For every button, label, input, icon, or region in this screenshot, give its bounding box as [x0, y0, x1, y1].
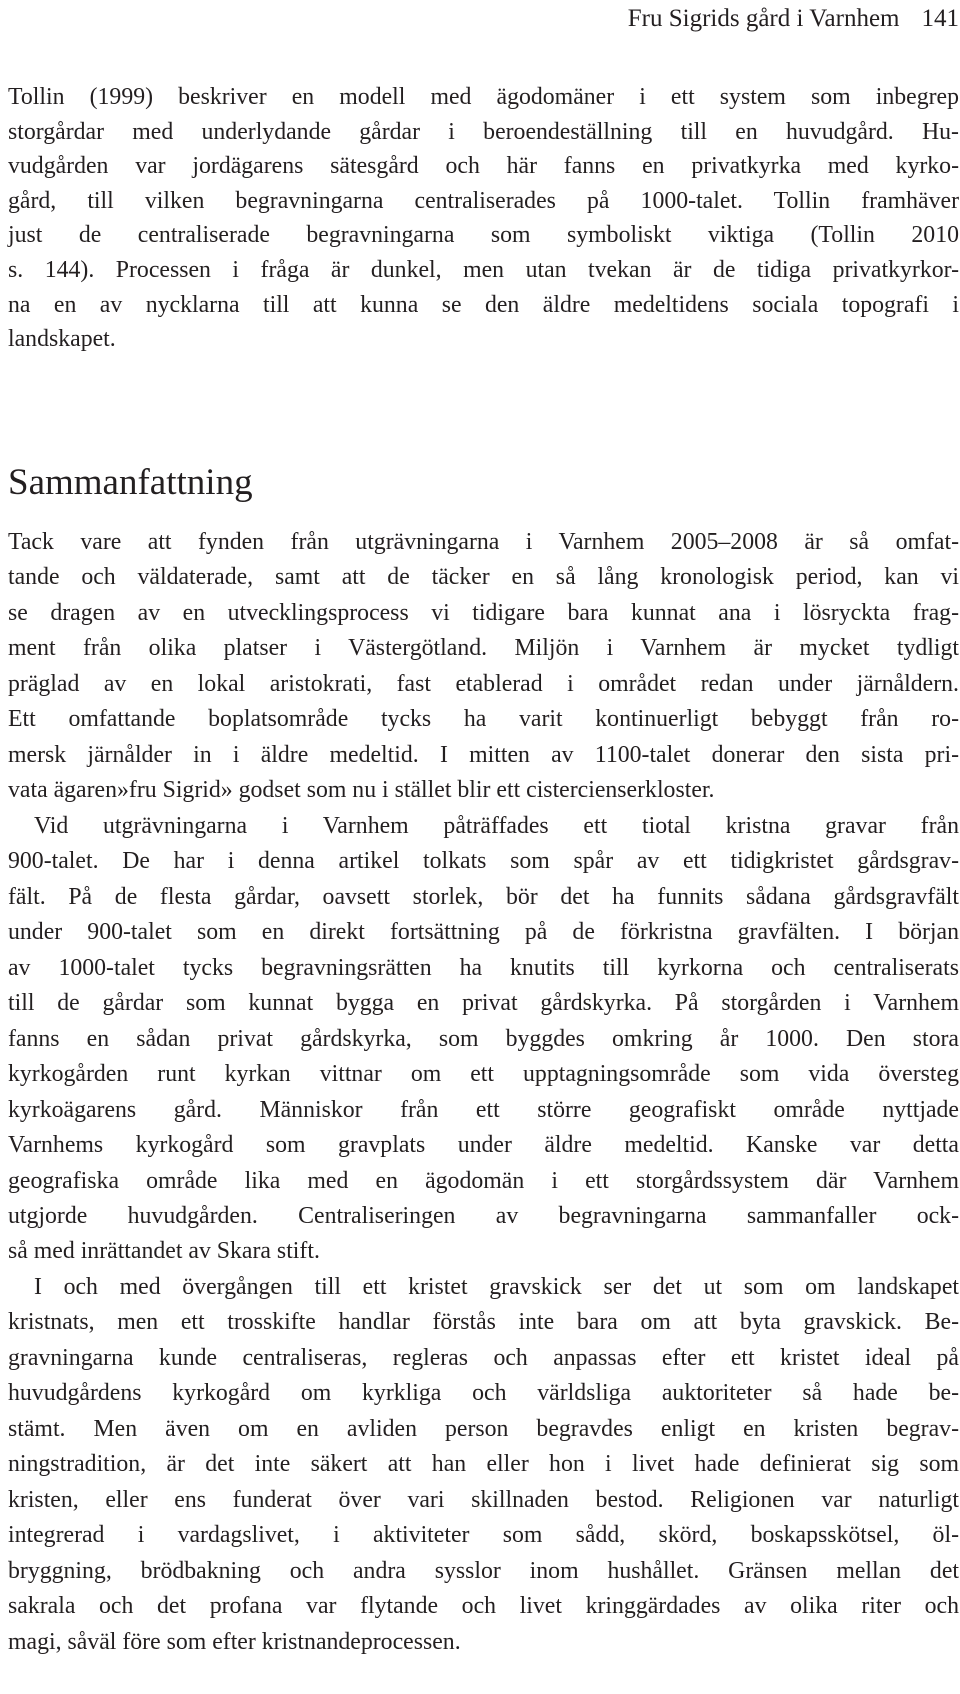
text-line: kristnats, men ett trosskifte handlar förstås inte bara om att byta gravskick. Be- [8, 1309, 959, 1336]
summary-paragraph [8, 1270, 959, 1660]
text-line: I och med övergången till ett kristet gravskick ser det ut som om landskapet [34, 1274, 959, 1300]
text-line: utgjorde huvudgården. Centraliseringen av begravningarna sammanfaller ock- [8, 1202, 959, 1229]
text-line: av 1000-talet tycks begravningsrätten ha knutits till kyrkorna och centraliserats [8, 954, 959, 981]
section-heading: Sammanfattning [8, 462, 253, 503]
text-line: gård, till vilken begravningarna centraliserades på 1000-talet. Tollin framhäver [8, 187, 959, 214]
text-line: tande och väldaterade, samt att de täcker en så lång kronologisk period, kan vi [8, 564, 959, 591]
text-line: just de centraliserade begravningarna som symboliskt viktiga (Tollin 2010 [8, 222, 959, 249]
text-line: kyrkoägarens gård. Människor från ett större geografiskt område nyttjade [8, 1096, 959, 1123]
text-line: ment från olika platser i Västergötland. Miljön i Varnhem är mycket tydligt [8, 635, 959, 662]
text-line: präglad av en lokal aristokrati, fast etablerad i området redan under järnåldern. [8, 670, 959, 697]
text-line: storgårdar med underlydande gårdar i beroendeställning till en huvudgård. Hu- [8, 118, 959, 145]
intro-paragraph [8, 80, 959, 357]
text-line: Tack vare att fynden från utgrävningarna i Varnhem 2005–2008 är så omfat- [8, 529, 959, 555]
page-number: 141 [921, 5, 959, 32]
text-line: ningstradition, är det inte säkert att han eller hon i livet hade definierat sig som [8, 1451, 959, 1478]
text-line: 900-talet. De har i denna artikel tolkats som spår av ett tidigkristet gårdsgrav- [8, 848, 959, 875]
text-line: sakrala och det profana var flytande och livet kringgärdades av olika riter och [8, 1593, 959, 1620]
text-line: na en av nycklarna till att kunna se den äldre medeltidens sociala topografi i [8, 291, 959, 318]
text-line: stämt. Men även om en avliden person begravdes enligt en kristen begrav- [8, 1415, 959, 1442]
text-line: Ett omfattande boplatsområde tycks ha varit kontinuerligt bebyggt från ro- [8, 706, 959, 733]
text-line: Varnhems kyrkogård som gravplats under äldre medeltid. Kanske var detta [8, 1132, 959, 1159]
text-line: under 900-talet som en direkt fortsättning på de förkristna gravfälten. I början [8, 919, 959, 946]
summary-paragraph [8, 525, 959, 809]
text-line: huvudgårdens kyrkogård om kyrkliga och världsliga auktoriteter så hade be- [8, 1380, 959, 1407]
text-line: integrerad i vardagslivet, i aktiviteter som sådd, skörd, boskapsskötsel, öl- [8, 1522, 959, 1549]
text-line: till de gårdar som kunnat bygga en privat gårdskyrka. På storgården i Varnhem [8, 990, 959, 1017]
text-line: bryggning, brödbakning och andra sysslor inom hushållet. Gränsen mellan det [8, 1557, 959, 1584]
summary-paragraph [8, 809, 959, 1270]
document-page [8, 0, 959, 1694]
text-line: se dragen av en utvecklingsprocess vi tidigare bara kunnat ana i lösryckta frag- [8, 599, 959, 626]
running-title: Fru Sigrids gård i Varnhem [627, 5, 900, 32]
text-line: vata ägaren»fru Sigrid» godset som nu i stället blir ett cistercienserkloster. [8, 777, 715, 804]
text-line: s. 144). Processen i fråga är dunkel, men utan tvekan är de tidiga privatkyrkor- [8, 256, 959, 283]
text-line: kyrkogården runt kyrkan vittnar om ett upptagningsområde som vida översteg [8, 1061, 959, 1088]
text-line: mersk järnålder in i äldre medeltid. I mitten av 1100-talet donerar den sista pri- [8, 741, 959, 768]
text-line: Tollin (1999) beskriver en modell med ägodomäner i ett system som inbegrep [8, 84, 959, 110]
text-line: Vid utgrävningarna i Varnhem påträffades ett tiotal kristna gravar från [34, 813, 959, 839]
running-header [628, 4, 959, 34]
text-line: geografiska område lika med en ägodomän i ett storgårdssystem där Varnhem [8, 1167, 959, 1194]
text-line: så med inrättandet av Skara stift. [8, 1238, 320, 1265]
text-line: fanns en sådan privat gårdskyrka, som byggdes omkring år 1000. Den stora [8, 1025, 959, 1052]
text-line: fält. På de flesta gårdar, oavsett storlek, bör det ha funnits sådana gårdsgravfält [8, 883, 959, 910]
text-line: vudgården var jordägarens sätesgård och här fanns en privatkyrka med kyrko- [8, 153, 959, 180]
text-line: gravningarna kunde centraliseras, regleras och anpassas efter ett kristet ideal på [8, 1344, 959, 1371]
text-line: magi, såväl före som efter kristnandeprocessen. [8, 1628, 461, 1655]
text-line: landskapet. [8, 326, 116, 353]
text-line: kristen, eller ens funderat över vari skillnaden bestod. Religionen var naturligt [8, 1486, 959, 1513]
